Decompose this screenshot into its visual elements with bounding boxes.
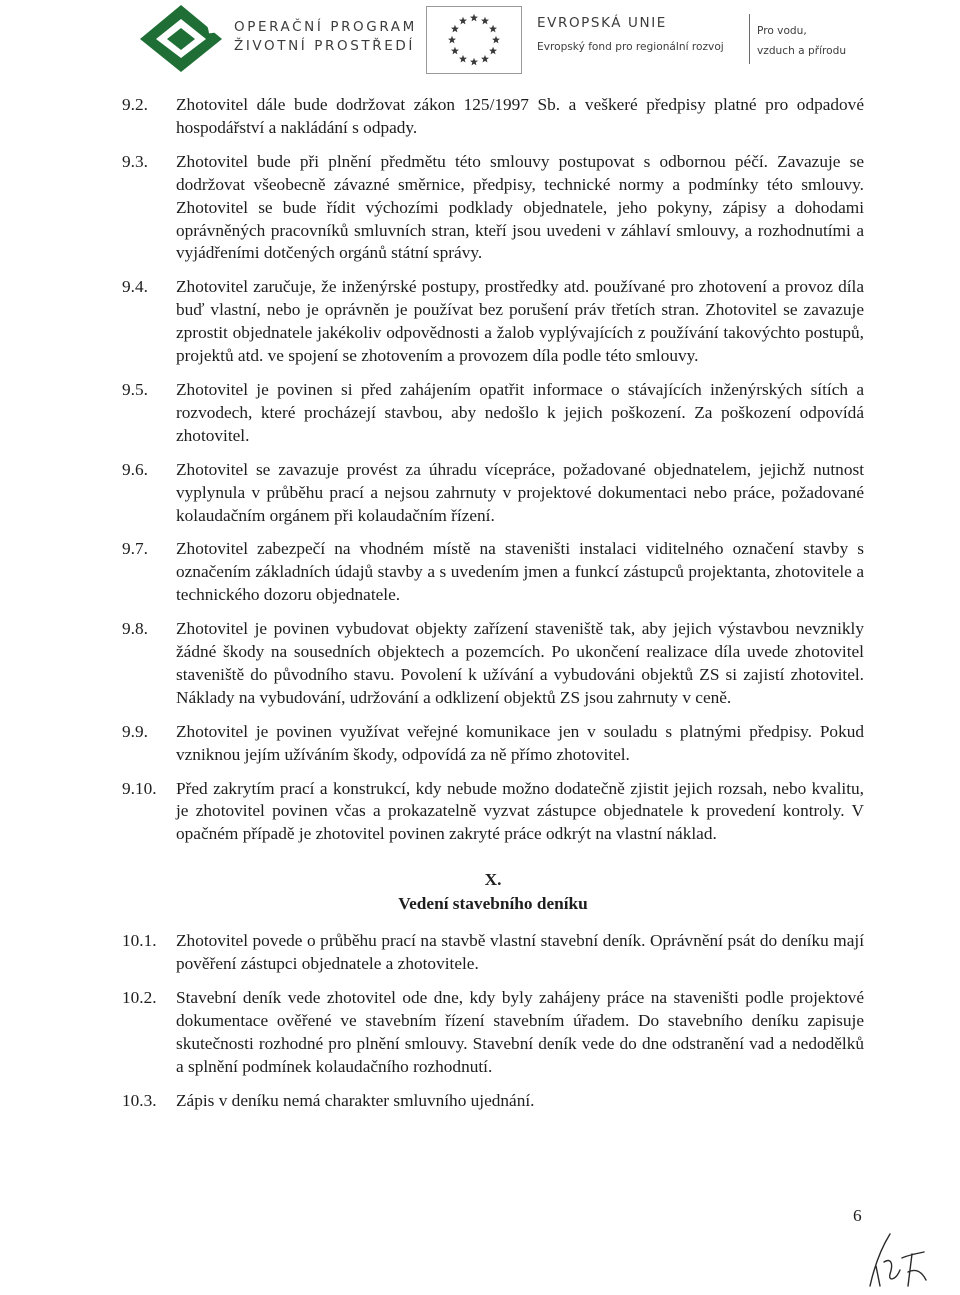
header-divider	[749, 14, 750, 64]
clause-number: 10.3.	[122, 1090, 157, 1110]
eu-flag-icon	[426, 6, 522, 74]
clause-text: Stavební deník vede zhotovitel ode dne, kdy byly zahájeny práce na staveništi podle projektové dokumentace ověřené ve stavebním řízení stavebním úřadem. Do stavebního deníku zapisuje skutečnosti rozhodné pro plnění smlouvy. Stavební deník vede do dne odstranění vad a nedodělků a splnění podmínek kolaudačního rozhodnutí.	[176, 988, 864, 1076]
section-numeral: X.	[484, 870, 502, 890]
clauses-section-9	[122, 94, 864, 846]
slogan	[757, 21, 846, 61]
clause-9-10	[122, 778, 864, 847]
clause-text: Před zakrytím prací a konstrukcí, kdy nebude možno dodatečně zjistit jejich rozsah, nebo kvalitu, je zhotovitel povinen včas a prokazatelně vyzvat zástupce objednatele k provedení kontroly. V opačném případě je zhotovitel povinen zakryté práce odkrýt na vlastní náklad.	[176, 778, 864, 844]
clause-9-4	[122, 276, 864, 368]
clause-text: Zhotovitel je povinen využívat veřejné komunikace jen v souladu s platnými předpisy. Pokud vzniknou jejím užíváním škody, odpovídá za ně přímo zhotovitel.	[176, 721, 864, 764]
clause-9-9	[122, 721, 864, 767]
op-zp-logo-icon	[138, 3, 224, 73]
clause-text: Zhotovitel povede o průběhu prací na stavbě vlastní stavební deník. Oprávnění psát do deníku mají pověření zástupci objednatele a zhotovitele.	[176, 931, 864, 974]
document-header	[0, 0, 960, 80]
clause-text: Zhotovitel je povinen vybudovat objekty zařízení staveniště tak, aby jejich výstavbou nevznikly žádné škody na sousedních objektech a pozemcích. Po ukončení realizace díla uvede zhotovitel staveniště do původního stavu. Povolení k užívání a vybudováni objektů ZS si zajistí zhotovitel. Náklady na vybudování, udržování a odklizení objektů ZS jsou zahrnuty v ceně.	[176, 619, 864, 707]
program-line-1: OPERAČNÍ PROGRAM	[234, 19, 417, 35]
clause-text: Zhotovitel zaručuje, že inženýrské postupy, prostředky atd. používané pro zhotovení a provoz díla buď vlastní, nebo je oprávněn je používat bez porušení práv třetích stran. Zhotovitel se zavazuje zprostit objednatele jakékoliv odpovědnosti a žalob vyplývajících z používání takovýchto postupů, projektů atd. ve spojení se zhotovením a provozem díla podle této smlouvy.	[176, 277, 864, 366]
clause-number: 10.1.	[122, 931, 157, 951]
clause-text: Zhotovitel dále bude dodržovat zákon 125/1997 Sb. a veškeré předpisy platné pro odpadové hospodářství a nakládání s odpady.	[176, 95, 864, 137]
clause-number: 9.2.	[122, 95, 148, 114]
clause-text: Zhotovitel bude při plnění předmětu této smlouvy postupovat s odbornou péčí. Zavazuje se dodržovat všeobecně závazné směrnice, předpisy, technické normy a podmínky této smlouvy. Zhotovitel se bude řídit výchozími podklady objednatele, jeho pokyny, zápisy a dohodami oprávněných pracovníků smluvních stran, kteří jsou uvedeni v záhlaví smlouvy, a rozhodnutími a vyjádřeními dotčených orgánů státní správy.	[176, 151, 864, 263]
clause-10-3	[122, 1090, 864, 1113]
clauses-section-10	[122, 930, 864, 1112]
clause-9-7	[122, 538, 864, 607]
slogan-line-1: Pro vodu,	[757, 25, 807, 37]
clause-text: Zhotovitel zabezpečí na vhodném místě na staveništi instalaci viditelného označení stavby s označením základních údajů stavby a s uvedením jmen a funkcí zástupců projektanta, zhotovitele a technického dozoru objednatele.	[176, 539, 864, 605]
clause-text: Zápis v deníku nemá charakter smluvního ujednání.	[176, 1090, 535, 1110]
clause-number: 9.8.	[122, 619, 148, 639]
clause-9-6	[122, 459, 864, 528]
clause-number: 10.2.	[122, 988, 157, 1008]
clause-number: 9.7.	[122, 539, 148, 559]
section-heading	[122, 868, 864, 916]
eu-subtitle: Evropský fond pro regionální rozvoj	[537, 41, 724, 53]
clause-10-1	[122, 930, 864, 976]
section-title: Vedení stavebního deníku	[398, 894, 588, 914]
clause-text: Zhotovitel se zavazuje provést za úhradu vícepráce, požadované objednatelem, jejichž nutnost vyplynula v průběhu prací a nejsou zahrnuty v projektové dokumentaci nebo práce, požadované kolaudačním orgánem při kolaudačním řízení.	[176, 459, 864, 525]
program-name	[234, 18, 417, 56]
program-line-2: ŽIVOTNÍ PROSTŘEDÍ	[234, 38, 415, 54]
clause-9-3	[122, 151, 864, 266]
clause-9-2	[122, 94, 864, 140]
eu-title: EVROPSKÁ UNIE	[537, 15, 667, 31]
clause-number: 9.6.	[122, 459, 148, 479]
slogan-line-2: vzduch a přírodu	[757, 45, 847, 57]
clause-number: 9.4.	[122, 277, 148, 297]
clause-number: 9.9.	[122, 721, 148, 741]
clause-number: 9.3.	[122, 151, 148, 171]
clause-9-5	[122, 379, 864, 448]
page-number: 6	[853, 1206, 862, 1225]
document-body	[122, 94, 864, 1124]
clause-10-2	[122, 987, 864, 1079]
clause-9-8	[122, 618, 864, 710]
clause-number: 9.10.	[122, 778, 157, 798]
clause-text: Zhotovitel je povinen si před zahájením opatřit informace o stávajících inženýrských sítích a rozvodech, které procházejí stavbou, aby nedošlo k jejich poškození. Za poškození odpovídá zhotovitel.	[176, 379, 864, 445]
clause-number: 9.5.	[122, 379, 148, 399]
handwritten-initials-icon	[860, 1228, 938, 1290]
